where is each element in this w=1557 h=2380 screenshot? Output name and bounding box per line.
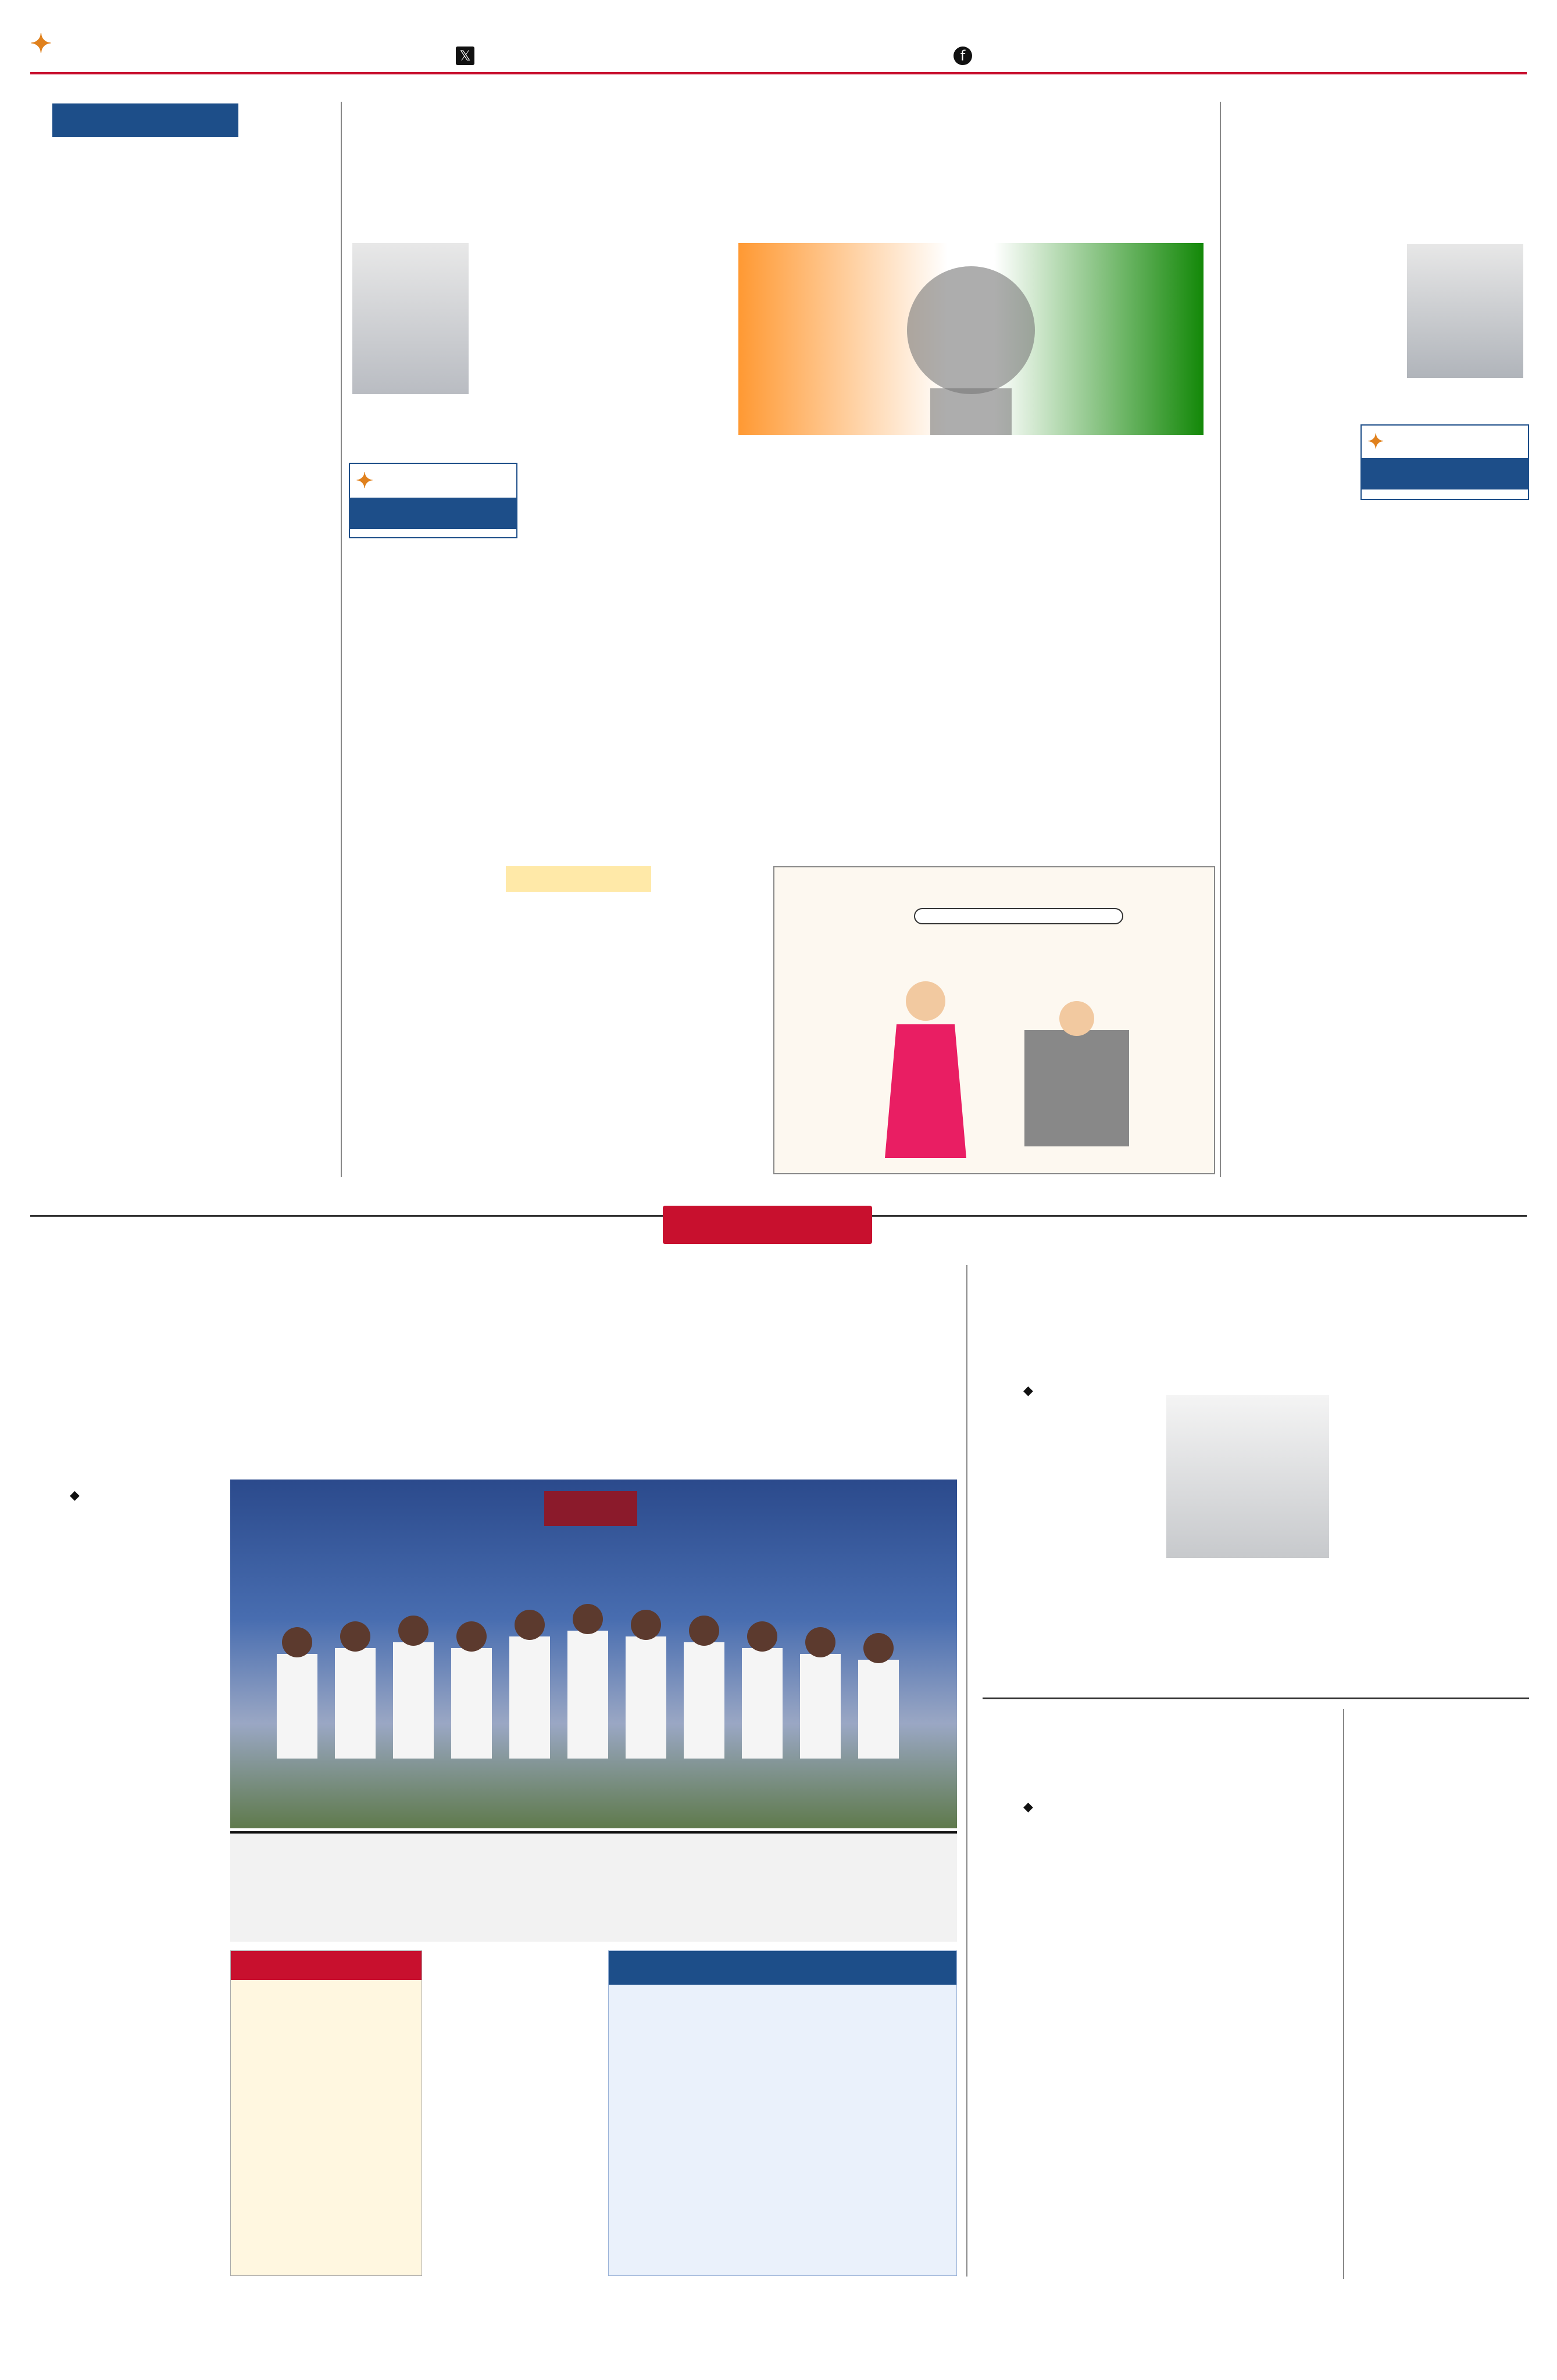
unsafe-note bbox=[1256, 1157, 1535, 1174]
sports-headline-2 bbox=[30, 1389, 960, 1455]
unsafe-author-role bbox=[1395, 401, 1535, 419]
sports-headline-1 bbox=[30, 1315, 960, 1380]
scoreboard-extra bbox=[231, 1987, 422, 1992]
letters-col2-sign bbox=[576, 1155, 767, 1172]
column-divider bbox=[966, 1265, 967, 2277]
gandhi-photo bbox=[738, 243, 1204, 435]
column-divider bbox=[1220, 102, 1221, 1177]
website-link[interactable] bbox=[256, 50, 448, 69]
letters-col1 bbox=[352, 895, 567, 1151]
facebook-link[interactable] bbox=[954, 47, 1244, 70]
u19-headline-1 bbox=[983, 1265, 1541, 1301]
editorial-label bbox=[52, 103, 238, 137]
players-group-icon bbox=[230, 1480, 957, 1828]
letters-col1-sign bbox=[352, 1155, 567, 1172]
u19-agency bbox=[1023, 1384, 1174, 1401]
kohli-body bbox=[609, 1985, 956, 2270]
yogi-headline-2 bbox=[983, 1752, 1337, 1791]
letters-col2 bbox=[576, 895, 767, 1151]
column-divider bbox=[1343, 1709, 1344, 2279]
scoreboard-rows bbox=[231, 1980, 422, 1987]
unsafe-body bbox=[1233, 233, 1401, 512]
page-number bbox=[1494, 35, 1547, 70]
sports-col1 bbox=[30, 1535, 222, 2273]
cartoon-figure-icon bbox=[774, 867, 1215, 1174]
sports-col2 bbox=[433, 1950, 607, 2253]
location-icon: ◆ bbox=[70, 1488, 80, 1503]
yogi-agency bbox=[1023, 1800, 1174, 1817]
logo-dot-icon: ✦ bbox=[1367, 430, 1384, 453]
u19-photo-caption bbox=[1166, 1560, 1329, 1578]
kohli-box bbox=[608, 1950, 957, 2276]
column-divider bbox=[341, 102, 342, 1177]
author-photo bbox=[352, 243, 469, 394]
twitter-icon: 𝕏 bbox=[456, 47, 474, 65]
u19-photo bbox=[1166, 1395, 1329, 1558]
gandhi-col3 bbox=[951, 441, 1207, 842]
yogi-headline-1 bbox=[983, 1709, 1337, 1748]
u19-email[interactable] bbox=[983, 1406, 1186, 1423]
gandhi-portrait-icon bbox=[738, 243, 1204, 435]
location-icon: ◆ bbox=[1023, 1800, 1033, 1814]
twitter-link[interactable] bbox=[456, 47, 712, 70]
unsafe-headline bbox=[1233, 103, 1529, 191]
facebook-icon: f bbox=[954, 47, 972, 65]
unsafe-author-photo bbox=[1407, 244, 1523, 378]
sports-col1-tail bbox=[230, 2256, 422, 2275]
dateline bbox=[1235, 49, 1491, 70]
sports-banner bbox=[663, 1206, 872, 1244]
gandhi-headline bbox=[349, 150, 1250, 220]
editorial-pullquote bbox=[30, 703, 117, 1099]
logo-dot-icon: ✦ bbox=[356, 469, 374, 493]
letters-title bbox=[506, 866, 651, 892]
yogi-email[interactable] bbox=[983, 1822, 1186, 1839]
winners-board bbox=[230, 1831, 957, 1942]
logo-dot-icon: ✦ bbox=[30, 29, 52, 59]
editorial-footer bbox=[30, 1122, 333, 1180]
unsafe-author-name bbox=[1395, 383, 1535, 401]
u19-headline-2 bbox=[983, 1306, 1541, 1342]
gandhi-kicker bbox=[488, 103, 1163, 138]
gandhi-author-name bbox=[349, 400, 488, 420]
section-rule bbox=[983, 1698, 1529, 1699]
gandhi-tag bbox=[350, 498, 516, 529]
gandhi-col2 bbox=[738, 441, 942, 842]
kohli-headline bbox=[609, 1951, 956, 1985]
brand-box bbox=[349, 463, 517, 538]
yogi-body bbox=[983, 1844, 1337, 2274]
location-icon: ◆ bbox=[1023, 1384, 1033, 1398]
section-title bbox=[767, 26, 895, 67]
sports-agency bbox=[70, 1488, 221, 1506]
scoreboard-title bbox=[231, 1951, 422, 1980]
editorial-headline bbox=[35, 151, 267, 267]
sports-kicker bbox=[30, 1265, 960, 1300]
u19-kicker bbox=[983, 1348, 1541, 1372]
editorial-dropcap bbox=[103, 273, 127, 308]
unsafe-body-cont bbox=[1233, 512, 1529, 1157]
masthead-logo[interactable] bbox=[30, 29, 263, 64]
winners-text bbox=[230, 1857, 957, 1921]
gandhi-note bbox=[951, 842, 1207, 859]
scoreboard bbox=[230, 1950, 422, 2276]
masthead-rule bbox=[30, 72, 1527, 74]
sports-email[interactable] bbox=[30, 1511, 222, 1529]
masthead bbox=[0, 0, 1557, 73]
gandhi-col1 bbox=[500, 243, 727, 842]
cartoon-box bbox=[773, 866, 1215, 1174]
team-photo bbox=[230, 1480, 957, 1828]
pkl-body bbox=[1352, 1825, 1529, 2279]
gandhi-author-role bbox=[351, 421, 485, 456]
brand-logo bbox=[350, 464, 516, 498]
pkl-headline bbox=[1352, 1709, 1529, 1825]
